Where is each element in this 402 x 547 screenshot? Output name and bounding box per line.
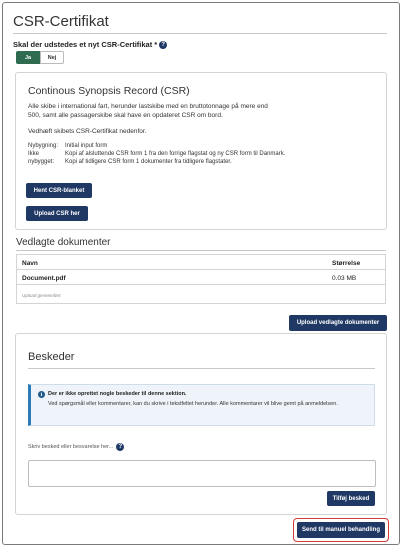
csr-title: Continous Synopsis Record (CSR) [28,85,190,97]
page-title: CSR-Certifikat [13,13,109,30]
csr-attach-text: Vedhæft skibets CSR-Certifikat nedenfor. [28,128,147,135]
title-divider [13,33,387,34]
column-header-name: Navn [22,260,38,267]
csr-panel [15,72,387,230]
info-text: Ved spørgsmål eller kommentarer, kan du skrive i tekstfeltet herunder. Alle kommentarer vil blive gemt på anmeldelsen. [48,401,338,407]
yes-no-toggle [16,51,64,64]
csr-question [13,40,167,49]
document-name[interactable]: Document.pdf [22,275,66,282]
messages-panel [15,333,387,515]
documents-divider [16,250,386,251]
message-input-label [28,443,124,451]
message-textarea[interactable] [28,460,376,487]
definition-value: Initial input form [65,143,108,149]
download-csr-form-button[interactable]: Hent CSR-blanket [26,183,92,198]
info-icon: i [38,391,45,398]
help-icon[interactable]: ? [116,443,124,451]
toggle-no-button[interactable]: Nej [40,51,64,64]
toggle-yes-button[interactable]: Ja [16,51,40,64]
csr-question-label: Skal der udstedes et nyt CSR-Certifikat * [13,40,158,49]
definition-term: Nybygning: [28,143,59,149]
help-icon[interactable]: ? [159,41,167,49]
info-title: Der er ikke oprettet nogle beskeder til denne sektion. [48,391,187,397]
messages-title: Beskeder [28,351,75,363]
info-alert [28,384,375,426]
definition-value: Kopi af tidligere CSR form 1 dokumenter fra tidligere flagstater. [65,159,232,165]
definition-value: Kopi af alsluttende CSR form 1 fra den forrige flagstat og ny CSR form til Danmark. [65,151,286,157]
column-header-size: Størrelse [332,260,361,267]
upload-csr-button[interactable]: Upload CSR her [26,206,88,221]
messages-divider [28,368,375,369]
message-label-text: Skriv besked eller besvarelse her... [28,444,114,450]
csr-intro: Alle skibe i international fart, herunder lastskibe med en bruttotonnage på mere end 500, samt alle passagerskibe skal have en opdateret CSR om bord. [28,103,268,119]
table-row[interactable] [17,270,385,285]
documents-table [16,254,386,304]
definition-term [28,158,65,166]
documents-title: Vedlagte dokumenter [16,237,111,248]
definition-term: Ikke nybygget: [28,151,55,165]
document-size: 0.03 MB [332,275,357,282]
table-header [17,255,385,270]
upload-status: Upload gennemført [22,293,61,298]
add-message-button[interactable]: Tilføj besked [327,491,375,506]
definition-row [28,158,385,166]
definition-row [28,142,385,150]
send-to-manual-processing-button[interactable]: Send til manuel behandling [297,522,385,538]
upload-attached-documents-button[interactable]: Upload vedlagte dokumenter [289,315,387,331]
